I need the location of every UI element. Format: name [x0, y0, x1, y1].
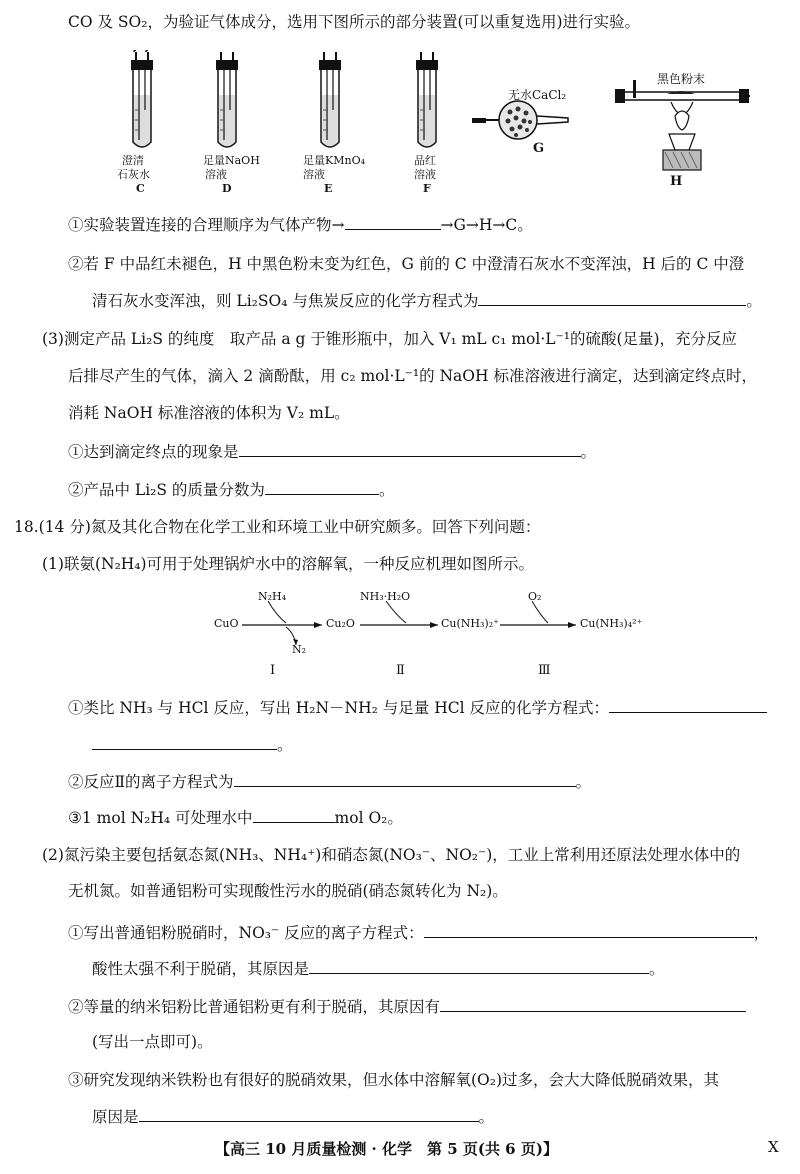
- product-n2: N₂: [292, 643, 307, 656]
- text-line: CO 及 SO₂，为验证气体成分，选用下图所示的部分装置(可以重复选用)进行实验。: [68, 13, 641, 31]
- answer-blank[interactable]: [92, 734, 277, 750]
- text-line: ①达到滴定终点的现象是 。: [68, 443, 597, 461]
- text-line: 清石灰水变浑浊，则 Li₂SO₄ 与焦炭反应的化学方程式为 。: [92, 292, 762, 310]
- page-footer: 【高三 10 月质量检测 · 化学 第 5 页(共 6 页)】: [215, 1140, 558, 1158]
- reagent-n2h4: N₂H₄: [258, 590, 287, 603]
- answer-blank[interactable]: [234, 771, 576, 787]
- answer-blank[interactable]: [440, 996, 746, 1012]
- answer-blank[interactable]: [609, 697, 767, 713]
- caption-e-id: E: [324, 182, 333, 195]
- step-1: Ⅰ: [270, 663, 276, 678]
- text-line: 原因是 。: [92, 1108, 495, 1126]
- caption-c-2: 石灰水: [117, 168, 150, 181]
- test-tube-d: [197, 50, 257, 155]
- caption-d-2: 溶液: [205, 168, 227, 181]
- caption-g-id: G: [533, 141, 545, 156]
- answer-blank[interactable]: [239, 441, 581, 457]
- text-line: ①类比 NH₃ 与 HCl 反应，写出 H₂N－NH₂ 与足量 HCl 反应的化学方程式：: [68, 697, 767, 718]
- text-line: 消耗 NaOH 标准溶液的体积为 V₂ mL。: [68, 404, 350, 422]
- test-tube-c: [112, 50, 172, 155]
- caption-f-2: 溶液: [414, 168, 436, 181]
- text-line: (1)联氨(N₂H₄)可用于处理锅炉水中的溶解氧，一种反应机理如图所示。: [42, 555, 535, 573]
- label-cacl2: 无水CaCl₂: [508, 88, 567, 102]
- species-cu-nh3-2: Cu(NH₃)₂⁺: [441, 617, 499, 630]
- caption-c-id: C: [136, 182, 145, 195]
- text-line: ③1 mol N₂H₄ 可处理水中 mol O₂。: [68, 809, 403, 827]
- answer-blank[interactable]: [345, 214, 441, 230]
- text-line: 。: [92, 734, 293, 755]
- text-line: (3)测定产品 Li₂S 的纯度 取产品 a g 于锥形瓶中，加入 V₁ mL c₁ mol·L⁻¹的硫酸(足量)，充分反应: [42, 330, 738, 348]
- text-line: ②反应Ⅱ的离子方程式为 。: [68, 773, 592, 791]
- combustion-tube-h: [615, 72, 750, 172]
- caption-e-2: 溶液: [303, 168, 325, 181]
- text-line: ①实验装置连接的合理顺序为气体产物→ →G→H→C。: [68, 216, 533, 234]
- answer-blank[interactable]: [424, 922, 754, 938]
- text-line: 无机氮。如普通铝粉可实现酸性污水的脱硝(硝态氮转化为 N₂)。: [68, 882, 508, 900]
- step-3: Ⅲ: [538, 663, 551, 678]
- footer-mark: X: [768, 1138, 779, 1156]
- species-cu-nh3-4: Cu(NH₃)₄²⁺: [580, 617, 643, 630]
- answer-blank[interactable]: [309, 958, 649, 974]
- caption-c-1: 澄清: [122, 154, 144, 167]
- species-cuo: CuO: [214, 617, 239, 630]
- text-line: (写出一点即可)。: [92, 1033, 213, 1051]
- caption-f-1: 品红: [414, 154, 436, 167]
- species-cu2o: Cu₂O: [326, 617, 355, 630]
- caption-d-1: 足量NaOH: [203, 154, 260, 167]
- text-line: ③研究发现纳米铁粉也有很好的脱硝效果，但水体中溶解氧(O₂)过多，会大大降低脱硝效果，其: [68, 1071, 720, 1089]
- step-2: Ⅱ: [396, 663, 405, 678]
- caption-d-id: D: [222, 182, 232, 195]
- caption-h-id: H: [670, 174, 683, 189]
- label-black-powder: 黑色粉末: [657, 72, 706, 86]
- text-line: ①写出普通铝粉脱硝时，NO₃⁻ 反应的离子方程式： ，: [68, 924, 770, 942]
- answer-blank[interactable]: [253, 807, 335, 823]
- caption-e-1: 足量KMnO₄: [303, 154, 365, 167]
- reagent-o2: O₂: [528, 590, 542, 603]
- answer-blank[interactable]: [265, 479, 379, 495]
- answer-blank[interactable]: [139, 1106, 479, 1122]
- test-tube-f: [397, 50, 457, 155]
- test-tube-e: [300, 50, 360, 155]
- text-line: ②等量的纳米铝粉比普通铝粉更有利于脱硝，其原因有: [68, 996, 746, 1017]
- reagent-nh3-h2o: NH₃·H₂O: [360, 590, 411, 603]
- caption-f-id: F: [423, 182, 431, 195]
- question-18-title: 18.(14 分)氮及其化合物在化学工业和环境工业中研究颇多。回答下列问题：: [14, 518, 541, 536]
- text-line: ②产品中 Li₂S 的质量分数为 。: [68, 481, 395, 499]
- text-line: (2)氮污染主要包括氨态氮(NH₃、NH₄⁺)和硝态氮(NO₃⁻、NO₂⁻)，工业上常利用还原法处理水体中的: [42, 846, 741, 864]
- text-line: ②若 F 中品红未褪色，H 中黑色粉末变为红色，G 前的 C 中澄清石灰水不变浑浊，H 后的 C 中澄: [68, 255, 745, 273]
- text-line: 酸性太强不利于脱硝，其原因是 。: [92, 960, 665, 978]
- answer-blank[interactable]: [478, 290, 746, 306]
- text-line: 后排尽产生的气体，滴入 2 滴酚酞，用 c₂ mol·L⁻¹的 NaOH 标准溶液进行滴定，达到滴定终点时，: [68, 367, 757, 385]
